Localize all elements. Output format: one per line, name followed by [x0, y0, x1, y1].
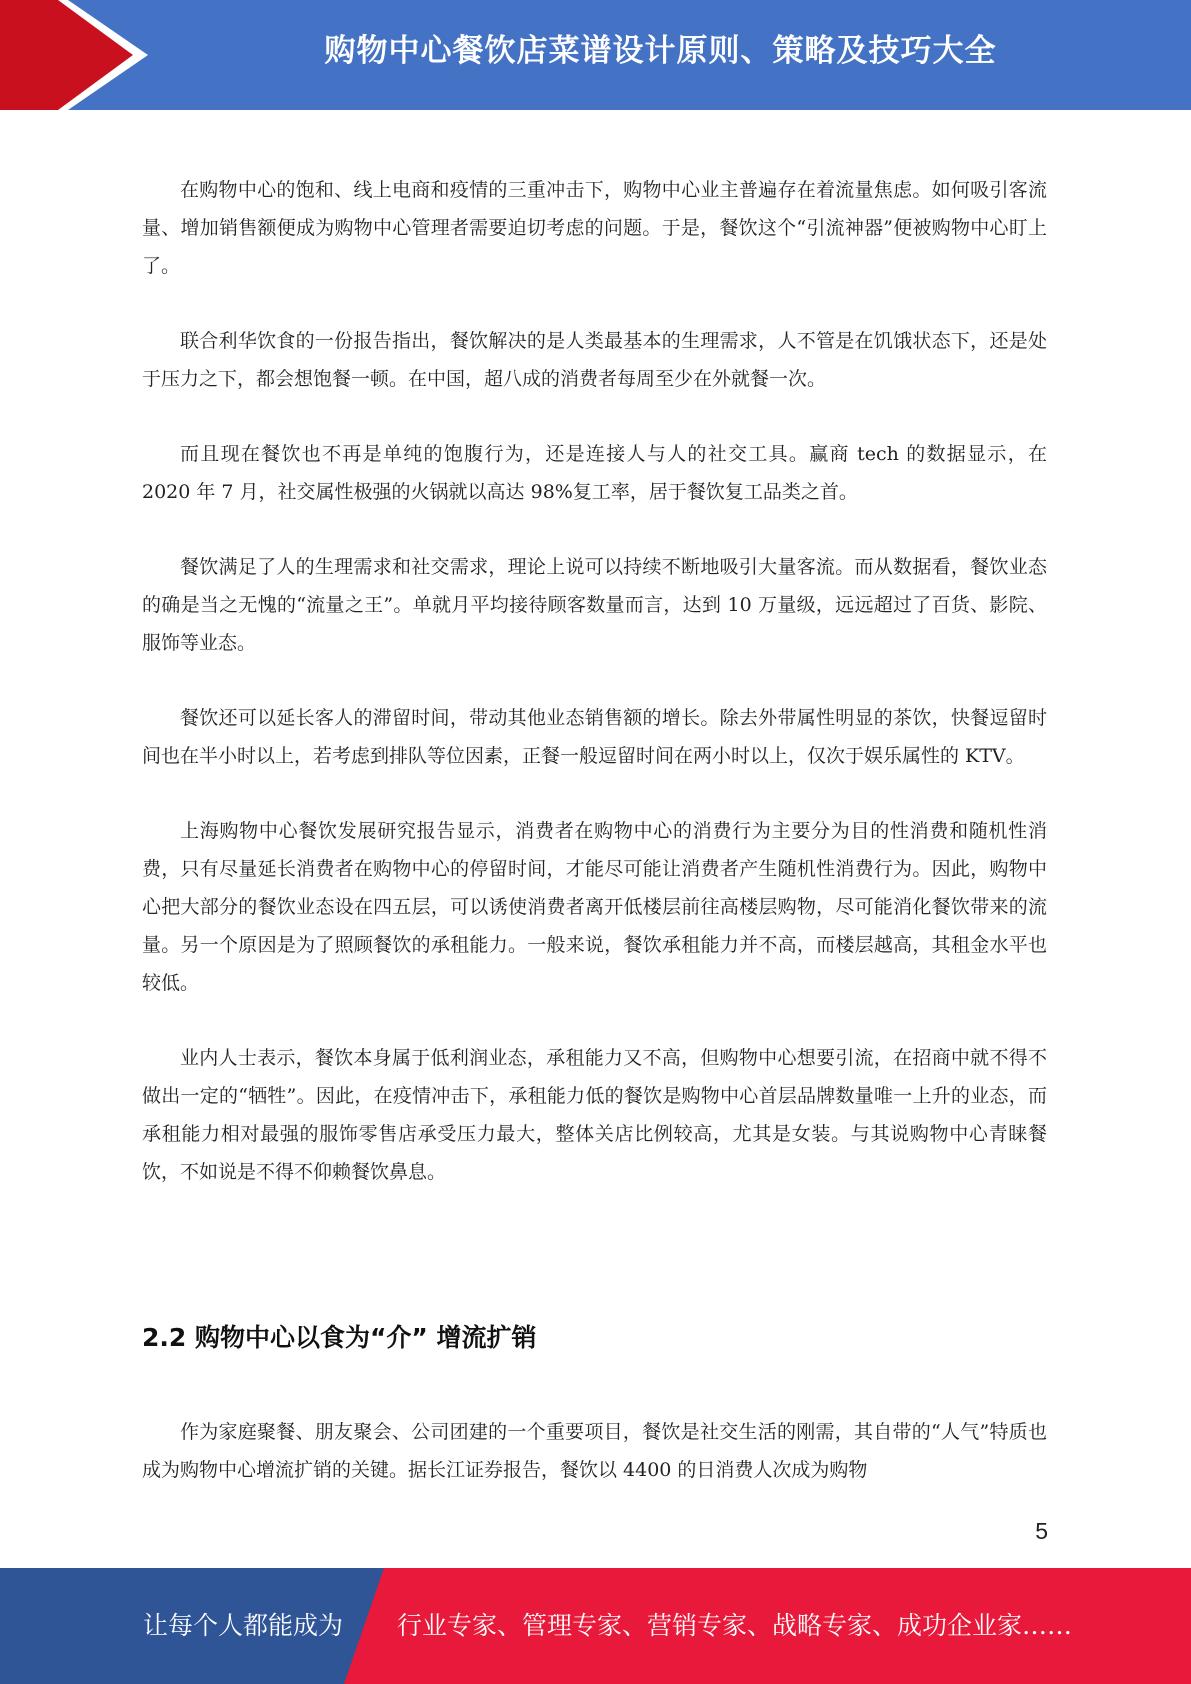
section-heading: 2.2 购物中心以食为“介” 增流扩销: [142, 1323, 537, 1352]
paragraph: 上海购物中心餐饮发展研究报告显示，消费者在购物中心的消费行为主要分为目的性消费和随机性消费，只有尽量延长消费者在购物中心的停留时间，才能尽可能让消费者产生随机性消费行为。因此，购物中心把大部分的餐饮业态设在四五层，可以诱使消费者离开低楼层前往高楼层购物，尽可能消化餐饮带来的流量。另一个原因是为了照顾餐饮的承租能力。一般来说，餐饮承租能力并不高，而楼层越高，其租金水平也较低。: [142, 820, 1047, 994]
page-footer: [0, 1568, 1191, 1684]
paragraph: 在购物中心的饱和、线上电商和疫情的三重冲击下，购物中心业主普遍存在着流量焦虑。如何吸引客流量、增加销售额便成为购物中心管理者需要迫切考虑的问题。于是，餐饮这个“引流神器”便被购物中心盯上了。: [142, 179, 1047, 277]
page-number: 5: [1035, 1518, 1048, 1544]
body-text: [142, 171, 1047, 1228]
footer-roles: 行业专家、管理专家、营销专家、战略专家、成功企业家……: [397, 1611, 1073, 1640]
page-header: [0, 0, 1191, 110]
paragraph: 联合利华饮食的一份报告指出，餐饮解决的是人类最基本的生理需求，人不管是在饥饿状态下，还是处于压力之下，都会想饱餐一顿。在中国，超八成的消费者每周至少在外就餐一次。: [142, 330, 1047, 390]
document-title: 购物中心餐饮店菜谱设计原则、策略及技巧大全: [324, 33, 997, 69]
paragraph: 餐饮满足了人的生理需求和社交需求，理论上说可以持续不断地吸引大量客流。而从数据看，餐饮业态的确是当之无愧的“流量之王”。单就月平均接待顾客数量而言，达到 10 万量级，远远超过了百货、影院、服饰等业态。: [142, 556, 1047, 654]
header-arrow-icon: [0, 0, 160, 110]
paragraph: 餐饮还可以延长客人的滞留时间，带动其他业态销售额的增长。除去外带属性明显的茶饮，快餐逗留时间也在半小时以上，若考虑到排队等位因素，正餐一般逗留时间在两小时以上，仅次于娱乐属性的 KTV。: [142, 707, 1047, 767]
paragraph: 业内人士表示，餐饮本身属于低利润业态，承租能力又不高，但购物中心想要引流，在招商中就不得不做出一定的“牺牲”。因此，在疫情冲击下，承租能力低的餐饮是购物中心首层品牌数量唯一上升的业态，而承租能力相对最强的服饰零售店承受压力最大，整体关店比例较高，尤其是女装。与其说购物中心青睐餐饮，不如说是不得不仰赖餐饮鼻息。: [142, 1047, 1047, 1183]
paragraph: 作为家庭聚餐、朋友聚会、公司团建的一个重要项目，餐饮是社交生活的刚需，其自带的“人气”特质也成为购物中心增流扩销的关键。据长江证券报告，餐饮以 4400 的日消费人次成为购物: [142, 1421, 1047, 1481]
footer-slogan: 让每个人都能成为: [143, 1611, 344, 1640]
paragraph: 而且现在餐饮也不再是单纯的饱腹行为，还是连接人与人的社交工具。赢商 tech 的数据显示，在 2020 年 7 月，社交属性极强的火锅就以高达 98%复工率，居于餐饮复工品类之首。: [142, 443, 1047, 503]
